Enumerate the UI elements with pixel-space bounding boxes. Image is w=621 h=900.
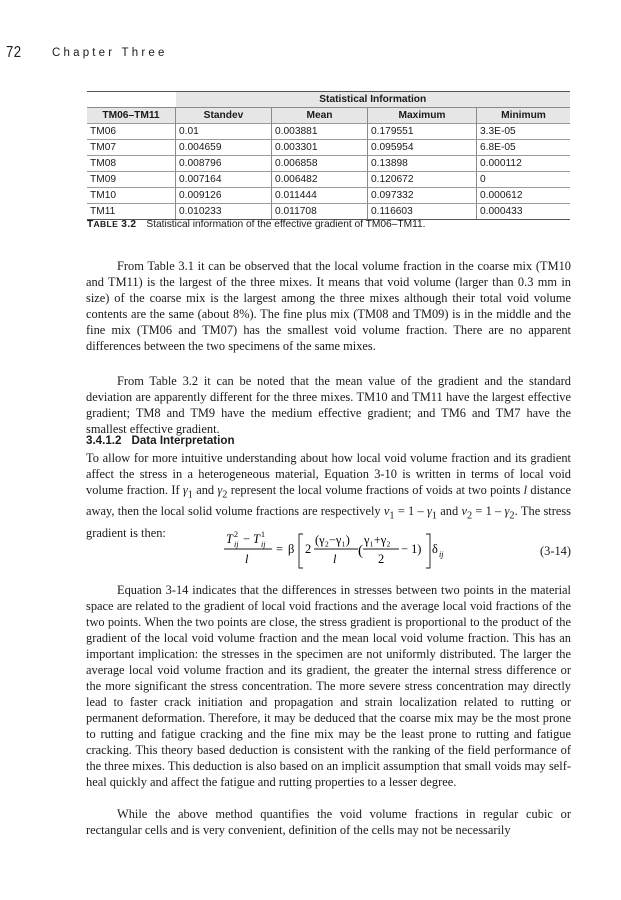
table-row bbox=[87, 188, 570, 204]
svg-text:β: β bbox=[288, 542, 295, 556]
column-header: Minimum bbox=[477, 108, 571, 124]
svg-text:2: 2 bbox=[234, 530, 238, 539]
table-cell: TM11 bbox=[87, 204, 176, 220]
column-header: Standev bbox=[176, 108, 272, 124]
svg-text:T: T bbox=[226, 532, 233, 546]
table-cell: 0.006858 bbox=[272, 156, 368, 172]
table-cell: 0.006482 bbox=[272, 172, 368, 188]
paragraph: To allow for more intuitive understanding about how local void volume fraction and its gradient affect the stress in a heterogeneous material, Equation 3-10 is written in terms of local void volume fraction. If $\gamma_1$ and $\gamma_2$ represent the local volume fractions of voids at two points l distance away, then the local solid volume fractions are respectively $v_1 = 1 - \gamma_1$ and $v_2 = 1 - \gamma_2$. The stress gradient is then: bbox=[86, 451, 571, 540]
table-cell: TM10 bbox=[87, 188, 176, 204]
table-cell: 0.000433 bbox=[477, 204, 571, 220]
table-cell: 0.01 bbox=[176, 124, 272, 140]
caption-text: Statistical information of the effective gradient of TM06–TM11. bbox=[146, 219, 426, 230]
table-cell: 0.003881 bbox=[272, 124, 368, 140]
svg-text:−: − bbox=[243, 532, 250, 546]
svg-text:=: = bbox=[276, 542, 283, 556]
svg-text:γ₁+γ₂: γ₁+γ₂ bbox=[364, 533, 391, 547]
equation-graphic bbox=[200, 530, 500, 575]
table-cell: 0.004659 bbox=[176, 140, 272, 156]
table-header-blank bbox=[87, 92, 176, 108]
table-row bbox=[87, 172, 570, 188]
table-cell: 0.010233 bbox=[176, 204, 272, 220]
table-cell: 0.097332 bbox=[368, 188, 477, 204]
table-row bbox=[87, 124, 570, 140]
svg-text:ij: ij bbox=[261, 540, 266, 549]
table-row bbox=[87, 140, 570, 156]
caption-label: TABLE 3.2 bbox=[87, 219, 137, 230]
paragraph: While the above method quantifies the void volume fractions in regular cubic or rectangular cells and is very convenient, definition of the cells may not be necessarily bbox=[86, 807, 571, 837]
svg-text:ij: ij bbox=[234, 540, 239, 549]
svg-text:δ: δ bbox=[432, 542, 438, 556]
svg-text:ij: ij bbox=[439, 550, 444, 559]
column-header: Mean bbox=[272, 108, 368, 124]
table-group-header: Statistical Information bbox=[176, 92, 571, 108]
table-cell: 0.007164 bbox=[176, 172, 272, 188]
table-cell: 6.8E-05 bbox=[477, 140, 571, 156]
svg-text:l: l bbox=[245, 552, 249, 566]
section-heading bbox=[86, 434, 235, 447]
running-header: Chapter Three bbox=[52, 47, 168, 59]
column-header: Maximum bbox=[368, 108, 477, 124]
table-cell: 3.3E-05 bbox=[477, 124, 571, 140]
paragraph: From Table 3.2 it can be noted that the mean value of the gradient and the standard deviation are apparently different for the three mixes. TM10 and TM11 have the largest effective gradient; TM8 and TM9 have the medium effective gradient; and TM6 and TM7 have the smallest effective gradient. bbox=[86, 374, 571, 436]
table-cell: TM06 bbox=[87, 124, 176, 140]
statistics-table bbox=[87, 91, 570, 220]
table-caption bbox=[87, 219, 426, 230]
svg-text:l: l bbox=[333, 552, 337, 566]
table-cell: TM09 bbox=[87, 172, 176, 188]
table-row bbox=[87, 156, 570, 172]
section-number: 3.4.1.2 bbox=[86, 434, 122, 447]
table-cell: 0.095954 bbox=[368, 140, 477, 156]
svg-text:− 1): − 1) bbox=[401, 542, 422, 556]
paragraph: Equation 3-14 indicates that the differences in stresses between two points in the material space are related to the gradient of local void fractions and the average local void fractions of the two points. When the two points are close, the stress gradient is proportional to the product of the gradient of the local void volume fraction and the mean local void volume fraction. This has an important implication: the stresses in the specimen are not uniformly distributed. The larger the average local void volume fraction and its gradient, the greater the internal stress difference or the more significant the stress concentration. The more severe stress concentration may directly lead to faster crack initiation and propagation and strain localization related to rutting or permanent deformation. Therefore, it may be deduced that the coarse mix may be the most prone to rutting and fatigue cracking and the fine mix may be the least prone to rutting and fatigue cracking. This theory based deduction is consistent with the ranking of the field performance of the three mixes. This deduction is also based on an implicit assumption that small voids may self-heal quickly and affect the fatigue and rutting properties to a lesser degree. bbox=[86, 583, 571, 789]
paragraph: From Table 3.1 it can be observed that the local volume fraction in the coarse mix (TM10 and TM11) is the largest of the three mixes. It means that void volume (larger than 0.3 mm in size) of the coarse mix is the largest among the three mixes although their total void volume contents are the same (about 8%). The fine plus mix (TM08 and TM09) is in the middle and the fine mix (TM06 and TM07) has the smallest void volume fraction. There are no apparent differences between the two specimens of the same mixes. bbox=[86, 259, 571, 353]
table-cell: 0.011708 bbox=[272, 204, 368, 220]
table-cell: 0.13898 bbox=[368, 156, 477, 172]
page-number: 72 bbox=[6, 44, 22, 61]
section-title: Data Interpretation bbox=[131, 434, 235, 447]
svg-text:2: 2 bbox=[305, 542, 312, 556]
equation-3-14 bbox=[200, 530, 571, 575]
svg-text:1: 1 bbox=[261, 530, 265, 539]
table-cell: 0.008796 bbox=[176, 156, 272, 172]
table-cell: TM08 bbox=[87, 156, 176, 172]
table-cell: 0 bbox=[477, 172, 571, 188]
table-cell: 0.009126 bbox=[176, 188, 272, 204]
table-cell: 0.120672 bbox=[368, 172, 477, 188]
svg-text:(: ( bbox=[358, 543, 363, 559]
table-cell: 0.011444 bbox=[272, 188, 368, 204]
equation-number: (3-14) bbox=[540, 544, 571, 558]
table-cell: TM07 bbox=[87, 140, 176, 156]
table-row bbox=[87, 204, 570, 220]
svg-text:2: 2 bbox=[378, 552, 385, 566]
svg-text:T: T bbox=[253, 532, 260, 546]
column-header: TM06–TM11 bbox=[87, 108, 176, 124]
table-cell: 0.179551 bbox=[368, 124, 477, 140]
table-cell: 0.000612 bbox=[477, 188, 571, 204]
table-cell: 0.000112 bbox=[477, 156, 571, 172]
table-cell: 0.116603 bbox=[368, 204, 477, 220]
table-cell: 0.003301 bbox=[272, 140, 368, 156]
svg-text:(γ₂−γ₁): (γ₂−γ₁) bbox=[315, 533, 350, 547]
